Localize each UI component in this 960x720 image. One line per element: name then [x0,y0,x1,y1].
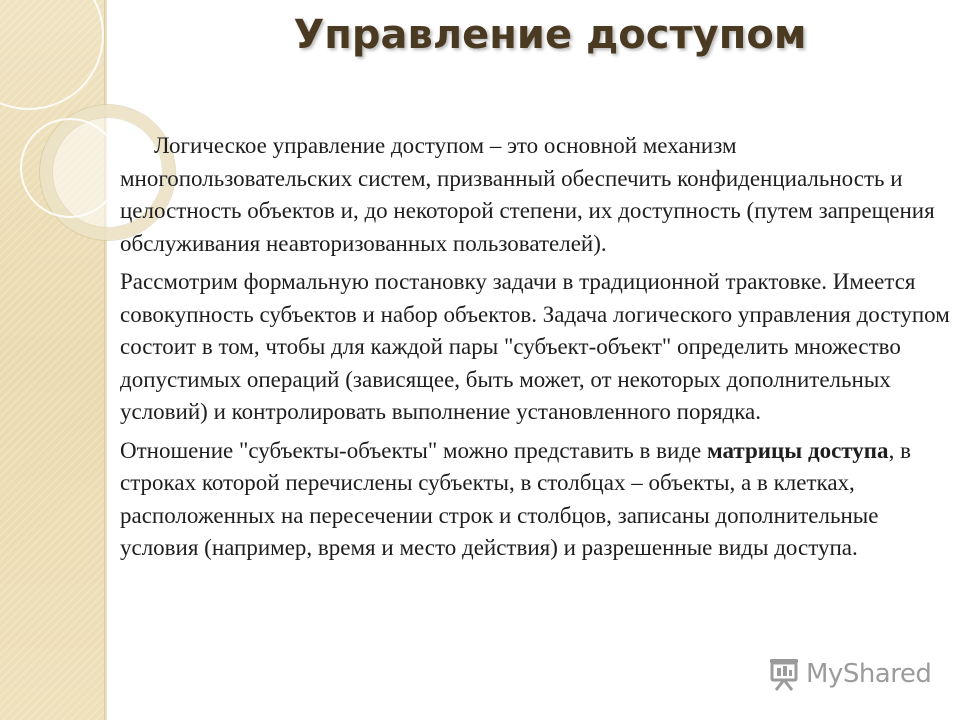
watermark-text: MyShared [806,659,932,689]
paragraph-access-matrix [120,435,950,565]
access-matrix-text-before: Отношение "субъекты-объекты" можно представить в виде [120,437,707,463]
paragraph-formal-statement: Рассмотрим формальную постановку задачи в традиционной трактовке. Имеется совокупность субъектов и набор объектов. Задача логического управления доступом состоит в том, чтобы для каждой пары "субъект-объект" определить множество допустимых операций (зависящее, быть может, от некоторых дополнительных условий) и контролировать выполнение установленного порядка. [120,269,950,424]
access-matrix-text-after: , в строках которой перечислены субъекты, в столбцах – объекты, а в клетках, расположенных на пересечении строк и столбцов, записаны дополнительные условия (например, время и место действия) и разрешенные виды доступа. [120,437,911,560]
paragraph-definition: Логическое управление доступом – это основной механизм многопользовательских систем, призванный обеспечить конфиденциальность и целостность объектов и, до некоторой степени, их доступность (путем запрещения обслуживания неавторизованных пользователей). [120,133,935,256]
decorative-ring-thin [20,118,120,218]
access-matrix-term: матрицы доступа [706,437,889,463]
slide-title: Управление доступом [293,12,807,58]
slide-body [120,130,950,571]
myshared-watermark [766,652,936,696]
presentation-board-icon [766,656,802,692]
